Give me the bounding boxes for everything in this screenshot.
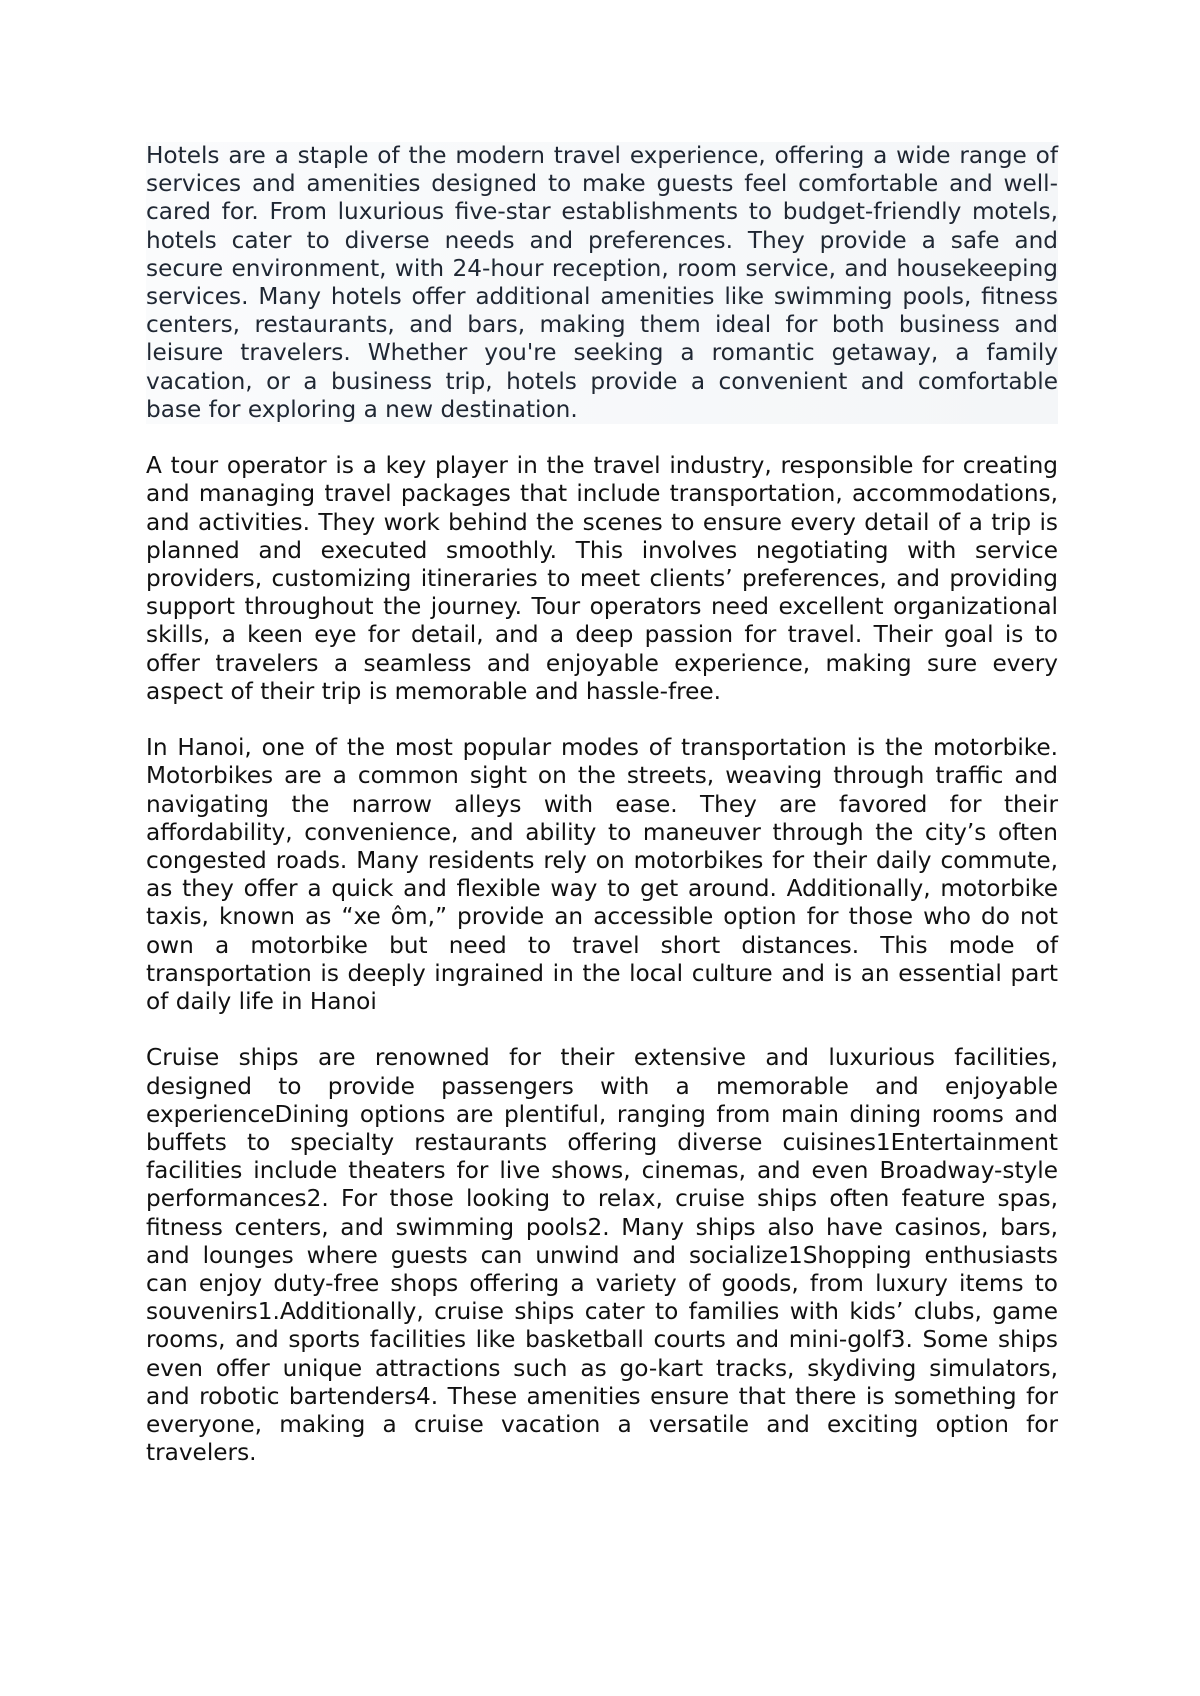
document-page	[146, 142, 1058, 1496]
paragraph-cruise-ships: Cruise ships are renowned for their extensive and luxurious facilities, designed to provide passengers with a memorable and enjoyable experienceDining options are plentiful, ranging from main dining rooms and buffets to specialty restaurants offering diverse cuisines1Entertainment facilities include theaters for live shows, cinemas, and even Broadway-style performances2. For those looking to relax, cruise ships often feature spas, fitness centers, and swimming pools2. Many ships also have casinos, bars, and lounges where guests can unwind and socialize1Shopping enthusiasts can enjoy duty-free shops offering a variety of goods, from luxury items to souvenirs1.Additionally, cruise ships cater to families with kids’ clubs, game rooms, and sports facilities like basketball courts and mini-golf3. Some ships even offer unique attractions such as go-kart tracks, skydiving simulators, and robotic bartenders4. These amenities ensure that there is something for everyone, making a cruise vacation a versatile and exciting option for travelers.	[146, 1044, 1058, 1467]
paragraph-hotels: Hotels are a staple of the modern travel experience, offering a wide range of services and amenities designed to make guests feel comfortable and well-cared for. From luxurious five-star establishments to budget-friendly motels, hotels cater to diverse needs and preferences. They provide a safe and secure environment, with 24-hour reception, room service, and housekeeping services. Many hotels offer additional amenities like swimming pools, fitness centers, restaurants, and bars, making them ideal for both business and leisure travelers. Whether you're seeking a romantic getaway, a family vacation, or a business trip, hotels provide a convenient and comfortable base for exploring a new destination.	[146, 142, 1058, 423]
paragraph-tour-operator: A tour operator is a key player in the travel industry, responsible for creating and managing travel packages that include transportation, accommodations, and activities. They work behind the scenes to ensure every detail of a trip is planned and executed smoothly. This involves negotiating with service providers, customizing itineraries to meet clients’ preferences, and providing support throughout the journey. Tour operators need excellent organizational skills, a keen eye for detail, and a deep passion for travel. Their goal is to offer travelers a seamless and enjoyable experience, making sure every aspect of their trip is memorable and hassle-free.	[146, 452, 1058, 705]
paragraph-hanoi-motorbike: In Hanoi, one of the most popular modes of transportation is the motorbike. Motorbikes are a common sight on the streets, weaving through traffic and navigating the narrow alleys with ease. They are favored for their affordability, convenience, and ability to maneuver through the city’s often congested roads. Many residents rely on motorbikes for their daily commute, as they offer a quick and flexible way to get around. Additionally, motorbike taxis, known as “xe ôm,” provide an accessible option for those who do not own a motorbike but need to travel short distances. This mode of transportation is deeply ingrained in the local culture and is an essential part of daily life in Hanoi	[146, 734, 1058, 1016]
